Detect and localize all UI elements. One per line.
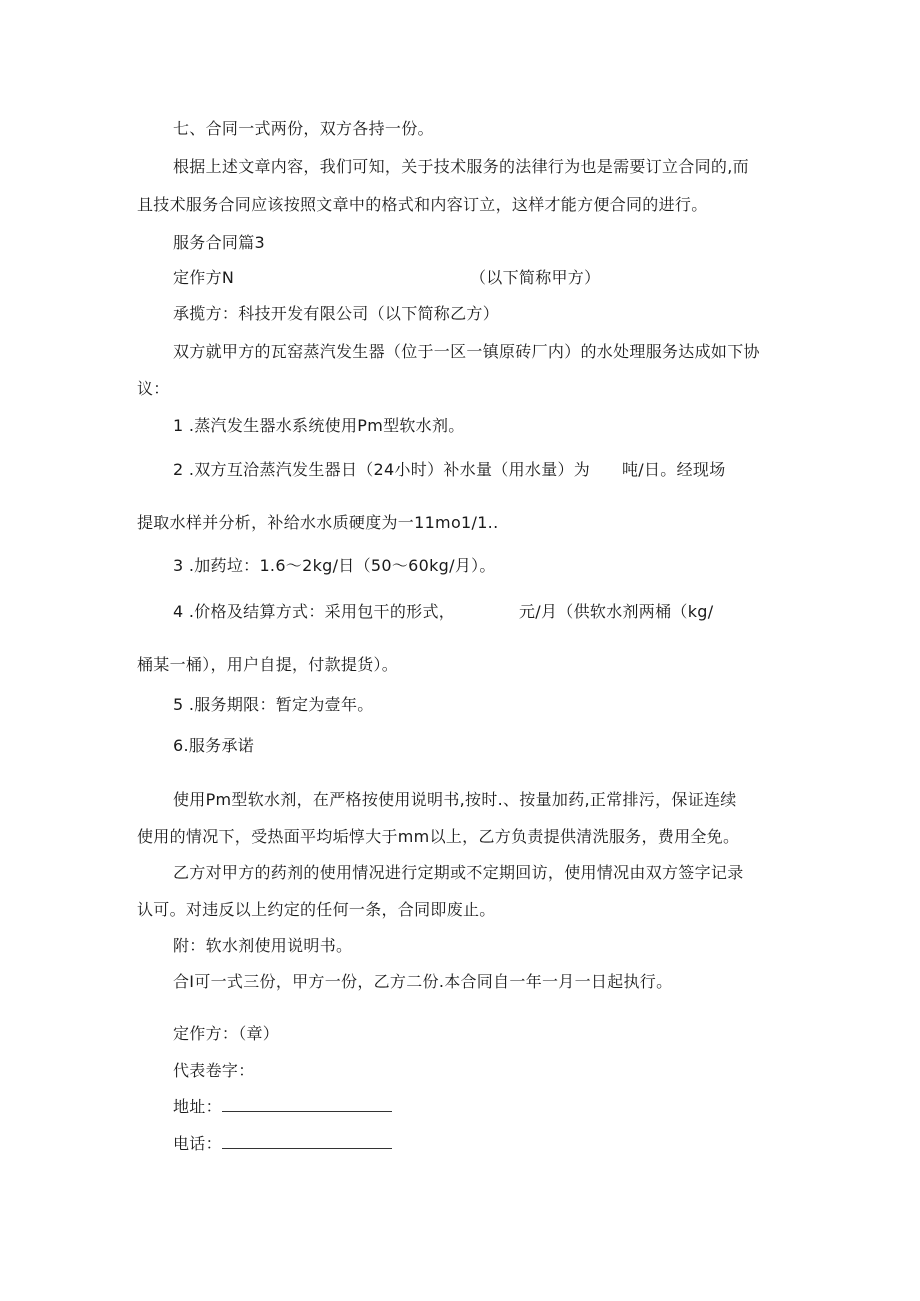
agreement-intro-line-2: 议： — [137, 379, 170, 398]
address-blank-line — [222, 1097, 392, 1112]
signature-address — [173, 1096, 392, 1118]
item-3: 3 .加药垃：1.6〜2kg/日（50〜60kg/月）。 — [173, 556, 496, 575]
party-b-line: 承揽方：科技开发有限公司（以下简称乙方） — [173, 304, 500, 323]
signature-phone — [173, 1133, 392, 1155]
clause-7: 七、合同一式两份，双方各持一份。 — [173, 119, 434, 138]
copies-clause: 合I可一式三份，甲方一份，乙方二份.本合同自一年一月一日起执行。 — [173, 972, 673, 991]
phone-blank-line — [222, 1134, 392, 1149]
item-2-line-2: 提取水样并分析，补给水水质硬度为一11mo1/1.. — [137, 513, 499, 532]
item-4-line-2: 桶某一桶），用户自提，付款提货）。 — [137, 655, 399, 674]
item-4-line-1b: 元/月（供软水剂两桶（kg/ — [519, 602, 714, 621]
phone-label: 电话： — [173, 1134, 222, 1153]
visit-clause-line-1: 乙方对甲方的药剂的使用情况进行定期或不定期回访，使用情况由双方签字记录 — [173, 863, 744, 882]
item-5: 5 .服务期限：暂定为壹年。 — [173, 695, 374, 714]
item-2-line-1a: 2 .双方互洽蒸汽发生器日（24小时）补水量（用水量）为 — [173, 460, 591, 479]
attachment-line: 附：软水剂使用说明书。 — [173, 936, 353, 955]
paragraph-summary-line-2: 且技术服务合同应该按照文章中的格式和内容订立，这样才能方便合同的进行。 — [137, 195, 708, 214]
section-heading: 服务合同篇3 — [173, 233, 265, 252]
item-6-heading: 6.服务承诺 — [173, 736, 255, 755]
paragraph-summary-line-1: 根据上述文章内容，我们可知，关于技术服务的法律行为也是需要订立合同的,而 — [173, 157, 749, 176]
signature-representative: 代表卷字： — [173, 1061, 255, 1080]
item-4-line-1a: 4 .价格及结算方式：采用包干的形式， — [173, 602, 456, 621]
item-1: 1 .蒸汽发生器水系统使用Pm型软水剂。 — [173, 416, 465, 435]
agreement-intro-line-1: 双方就甲方的瓦窑蒸汽发生器（位于一区一镇原砖厂内）的水处理服务达成如下协 — [173, 342, 760, 361]
commitment-line-2: 使用的情况下，受热面平均垢惇大于mm以上，乙方负责提供清洗服务，费用全免。 — [137, 827, 740, 846]
visit-clause-line-2: 认可。对违反以上约定的任何一条，合同即废止。 — [137, 900, 496, 919]
item-2-line-1b: 吨/日。经现场 — [622, 460, 726, 479]
address-label: 地址： — [173, 1097, 222, 1116]
party-a-label: 定作方N — [173, 268, 235, 287]
party-a-alias: （以下简称甲方） — [470, 268, 601, 287]
signature-party-a: 定作方：（章） — [173, 1024, 280, 1043]
commitment-line-1: 使用Pm型软水剂，在严格按使用说明书,按时.、按量加药,正常排污，保证连续 — [173, 790, 737, 809]
